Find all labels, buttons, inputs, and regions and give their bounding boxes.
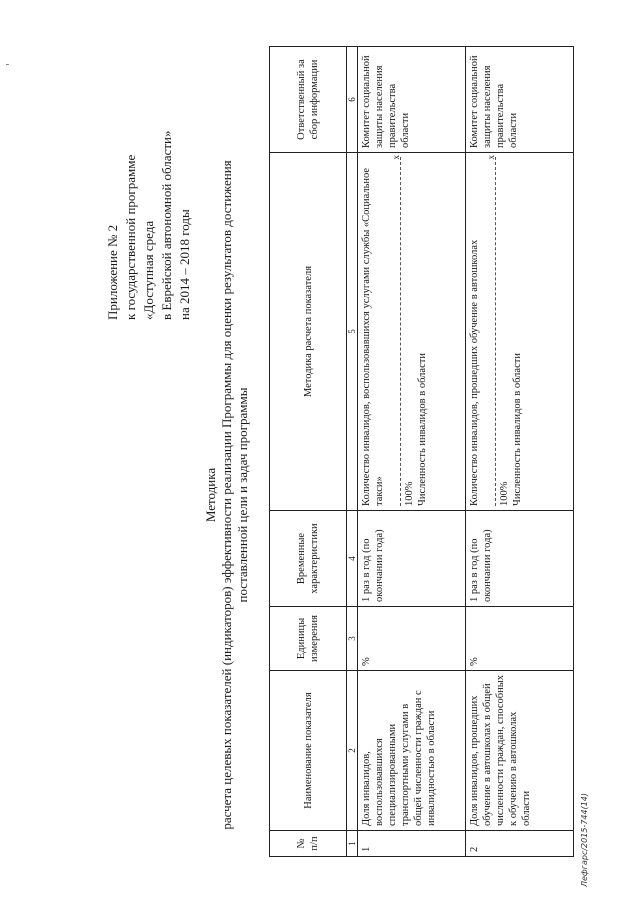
header-method: Методика расчета показателя [270, 153, 347, 511]
method-percent: 100% [499, 481, 510, 506]
method-denominator: Численность инвалидов в области [512, 353, 523, 506]
column-number: 4 [347, 511, 358, 607]
multiply-sign: х [486, 155, 496, 160]
appendix-line: на 2014 – 2018 годы [177, 209, 192, 320]
document-stamp: Лефгарс/2015-744(14) [580, 793, 589, 887]
column-number-row [347, 47, 358, 857]
appendix-line: «Доступная среда [141, 220, 156, 320]
appendix-line: в Еврейской автономной области» [159, 130, 174, 320]
title-line-3: поставленной цели и задач программы [235, 387, 250, 603]
appendix-line: Приложение № 2 [105, 224, 120, 320]
title-line-2: расчета целевых показателей (индикаторов) эффективности реализации Программы для оценки результатов достижения [219, 160, 234, 830]
indicator-method [466, 153, 574, 511]
indicator-unit: % [358, 607, 466, 671]
fraction-line [487, 157, 496, 506]
indicator-name: Доля инвалидов, прошедших обучение в автошколах в общей численности граждан, способных к обучению в автошколах области [466, 671, 574, 831]
indicator-responsible: Комитет социальной защиты населения правительства области [358, 47, 466, 153]
indicator-time: 1 раз в год (по окончании года) [466, 511, 574, 607]
indicator-name: Доля инвалидов, воспользовавшихся специализированными транспортными услугами в общей численности граждан с инвалидностью в области [358, 671, 466, 831]
method-numerator: Количество инвалидов, воспользовавшихся услугами службы «Социальное такси» [361, 167, 385, 506]
table-row [358, 47, 466, 857]
method-denominator: Численность инвалидов в области [417, 353, 428, 506]
method-percent: 100% [404, 481, 415, 506]
column-number: 5 [347, 153, 358, 511]
indicator-responsible: Комитет социальной защиты населения правительства области [466, 47, 574, 153]
row-number: 2 [466, 831, 574, 857]
appendix-header [104, 60, 194, 320]
table-row [466, 47, 574, 857]
column-number: 6 [347, 47, 358, 153]
column-number: 2 [347, 671, 358, 831]
indicator-time: 1 раз в год (по окончании года) [358, 511, 466, 607]
header-row [270, 47, 347, 857]
column-number: 1 [347, 831, 358, 857]
multiply-sign: х [391, 155, 401, 160]
scan-mark [6, 64, 9, 65]
header-time: Временные характеристики [270, 511, 347, 607]
indicator-method [358, 153, 466, 511]
column-number: 3 [347, 607, 358, 671]
title-line-1: Методика [203, 467, 218, 523]
fraction-line [392, 157, 401, 506]
document-title [203, 125, 251, 865]
row-number: 1 [358, 831, 466, 857]
header-indicator-name: Наименование показателя [270, 671, 347, 831]
indicator-unit: % [466, 607, 574, 671]
indicators-table [269, 46, 574, 857]
header-unit: Единицы измерения [270, 607, 347, 671]
appendix-line: к государственной программе [123, 154, 138, 320]
method-numerator: Количество инвалидов, прошедших обучение в автошколах [469, 239, 480, 506]
header-number: № п/п [270, 831, 347, 857]
header-responsible: Ответственный за сбор информации [270, 47, 347, 153]
